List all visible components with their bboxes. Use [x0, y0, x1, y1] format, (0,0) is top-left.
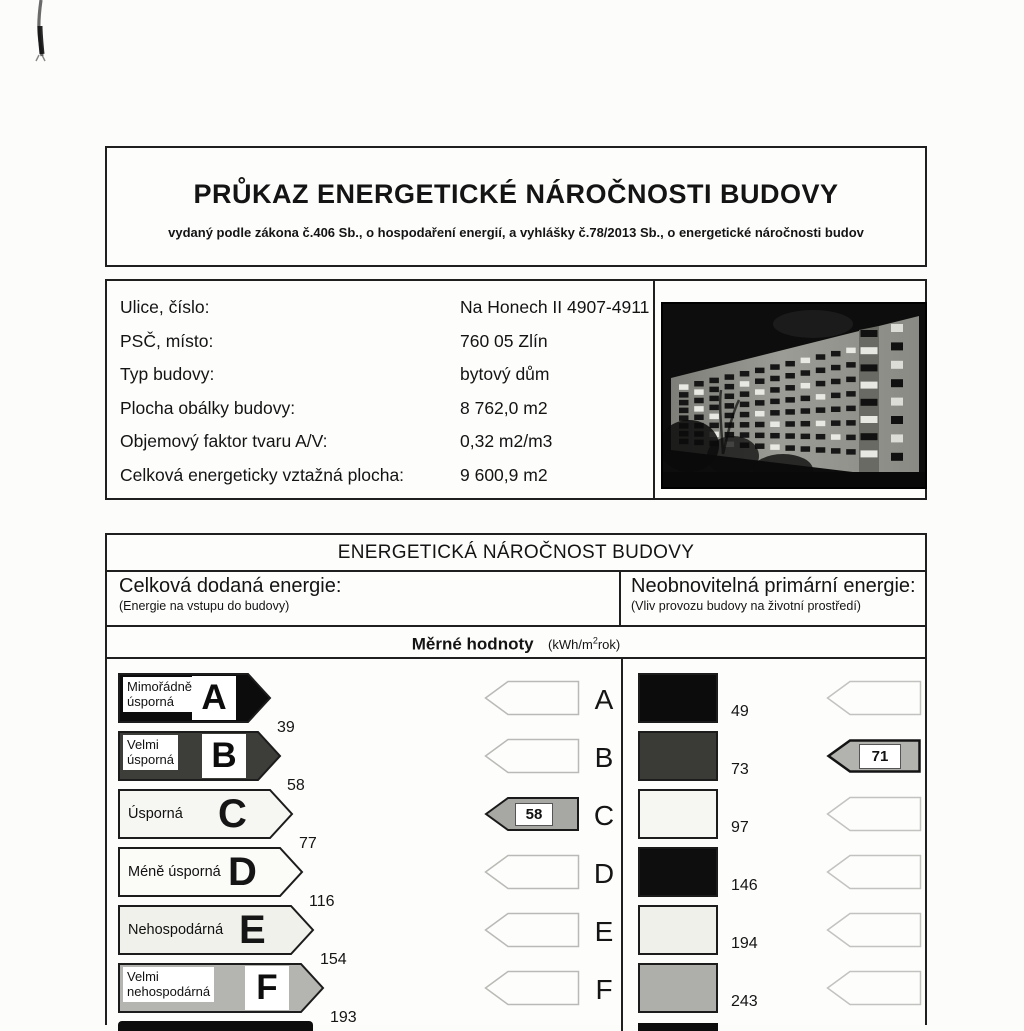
primary-energy-title: Neobnovitelná primární energie:: [631, 575, 916, 597]
scale-letter: E: [594, 916, 614, 947]
primary-threshold: 97: [731, 819, 749, 836]
delivered-energy-title: Celková dodaná energie:: [119, 575, 342, 597]
scan-artifact-mark: [28, 0, 62, 66]
class-letter: C: [218, 791, 247, 836]
info-label: Plocha obálky budovy:: [120, 397, 296, 418]
info-label: Ulice, číslo:: [120, 297, 210, 317]
class-letter: E: [239, 907, 266, 952]
class-label: Velmi nehospodárná: [123, 967, 214, 1002]
energy-subheader-row: [107, 572, 925, 627]
class-arrow-f: [118, 963, 325, 1013]
delivered-value-arrow: [484, 738, 580, 774]
class-arrow-d: [118, 847, 304, 897]
delivered-value-arrow: [484, 912, 580, 948]
primary-class-bar: [638, 673, 718, 723]
primary-threshold: 194: [731, 935, 758, 952]
primary-class-bar: [638, 847, 718, 897]
class-letter: A: [192, 676, 236, 720]
class-letter: B: [202, 734, 246, 778]
delivered-threshold: 193: [330, 1009, 357, 1026]
rating-row-e: [107, 905, 925, 968]
info-value: bytový dům: [460, 364, 550, 384]
delivered-threshold: 116: [309, 893, 335, 910]
delivered-value-arrow: [484, 854, 580, 890]
energy-performance-box: [105, 533, 927, 1025]
delivered-value: 58: [515, 803, 553, 826]
units-row: [107, 627, 925, 659]
delivered-threshold: 77: [299, 835, 317, 852]
rating-row-d: [107, 847, 925, 910]
primary-threshold: 49: [731, 703, 749, 720]
primary-threshold: 146: [731, 877, 758, 894]
primary-energy-cell: [623, 572, 925, 625]
rating-row-a: [107, 673, 925, 736]
delivered-threshold: 39: [277, 719, 295, 736]
primary-value-arrow: [826, 970, 922, 1006]
class-arrow-c: [118, 789, 294, 839]
units-label: Měrné hodnoty: [411, 634, 534, 654]
document-title: PRŮKAZ ENERGETICKÉ NÁROČNOSTI BUDOVY: [193, 179, 839, 209]
scale-letter: D: [593, 858, 615, 889]
building-info-box: [105, 279, 927, 500]
next-class-arrow-partial: [118, 1021, 313, 1031]
delivered-value-arrow: [484, 970, 580, 1006]
info-value: 8 762,0 m2: [460, 397, 548, 418]
delivered-energy-cell: [107, 572, 621, 625]
class-letter: D: [228, 849, 257, 894]
primary-value-arrow: [826, 796, 922, 832]
info-label: PSČ, místo:: [120, 330, 214, 351]
class-label: Nehospodárná: [128, 922, 224, 938]
document-subtitle: vydaný podle zákona č.406 Sb., o hospodaření energií, a vyhlášky č.78/2013 Sb., o energetické náročnosti budov: [168, 225, 864, 240]
primary-class-bar: [638, 963, 718, 1013]
primary-value-arrow: [826, 854, 922, 890]
energy-section-header: ENERGETICKÁ NÁROČNOST BUDOVY: [107, 535, 925, 572]
primary-threshold: 73: [731, 761, 749, 778]
class-arrow-a: [118, 673, 272, 723]
class-label: Velmi úsporná: [123, 735, 178, 770]
delivered-threshold: 154: [320, 951, 347, 968]
info-value: 9 600,9 m2: [460, 464, 548, 485]
rating-row-f: [107, 963, 925, 1026]
rating-row-c: [107, 789, 925, 852]
units-value: $(kWh/m^2rok)$: [548, 636, 621, 653]
class-arrow-b: [118, 731, 282, 781]
delivered-energy-subtitle: (Energie na vstupu do budovy): [119, 599, 290, 613]
next-primary-bar-partial: [638, 1023, 718, 1031]
primary-class-bar: [638, 905, 718, 955]
energy-rating-chart: [107, 659, 925, 1031]
building-photo: [661, 302, 927, 489]
primary-class-bar: [638, 789, 718, 839]
primary-class-bar: [638, 731, 718, 781]
delivered-value-arrow: [484, 680, 580, 716]
info-value: 0,32 m2/m3: [460, 431, 553, 451]
info-value: 760 05 Zlín: [460, 330, 548, 351]
info-label: Objemový faktor tvaru A/V:: [120, 431, 328, 451]
delivered-threshold: 58: [287, 777, 305, 794]
class-letter: F: [245, 966, 289, 1010]
class-label: Méně úsporná: [128, 864, 221, 880]
scale-letter: A: [594, 684, 614, 715]
class-label: Úsporná: [128, 806, 183, 822]
info-label: Celková energeticky vztažná plocha:: [120, 464, 405, 485]
primary-threshold: 243: [731, 993, 758, 1010]
primary-value: 71: [859, 744, 901, 769]
scale-letter: C: [593, 800, 615, 831]
scale-letter: F: [595, 974, 613, 1005]
title-box: [105, 146, 927, 267]
class-arrow-e: [118, 905, 315, 955]
class-label: Mimořádně úsporná: [123, 677, 196, 712]
info-label: Typ budovy:: [120, 364, 215, 384]
primary-value-arrow: [826, 680, 922, 716]
photo-cell: [653, 281, 925, 498]
scale-letter: B: [594, 742, 614, 773]
rating-row-b: [107, 731, 925, 794]
primary-energy-subtitle: (Vliv provozu budovy na životní prostředí): [631, 599, 861, 613]
primary-value-arrow: [826, 912, 922, 948]
info-value: Na Honech II 4907-4911: [460, 297, 650, 317]
